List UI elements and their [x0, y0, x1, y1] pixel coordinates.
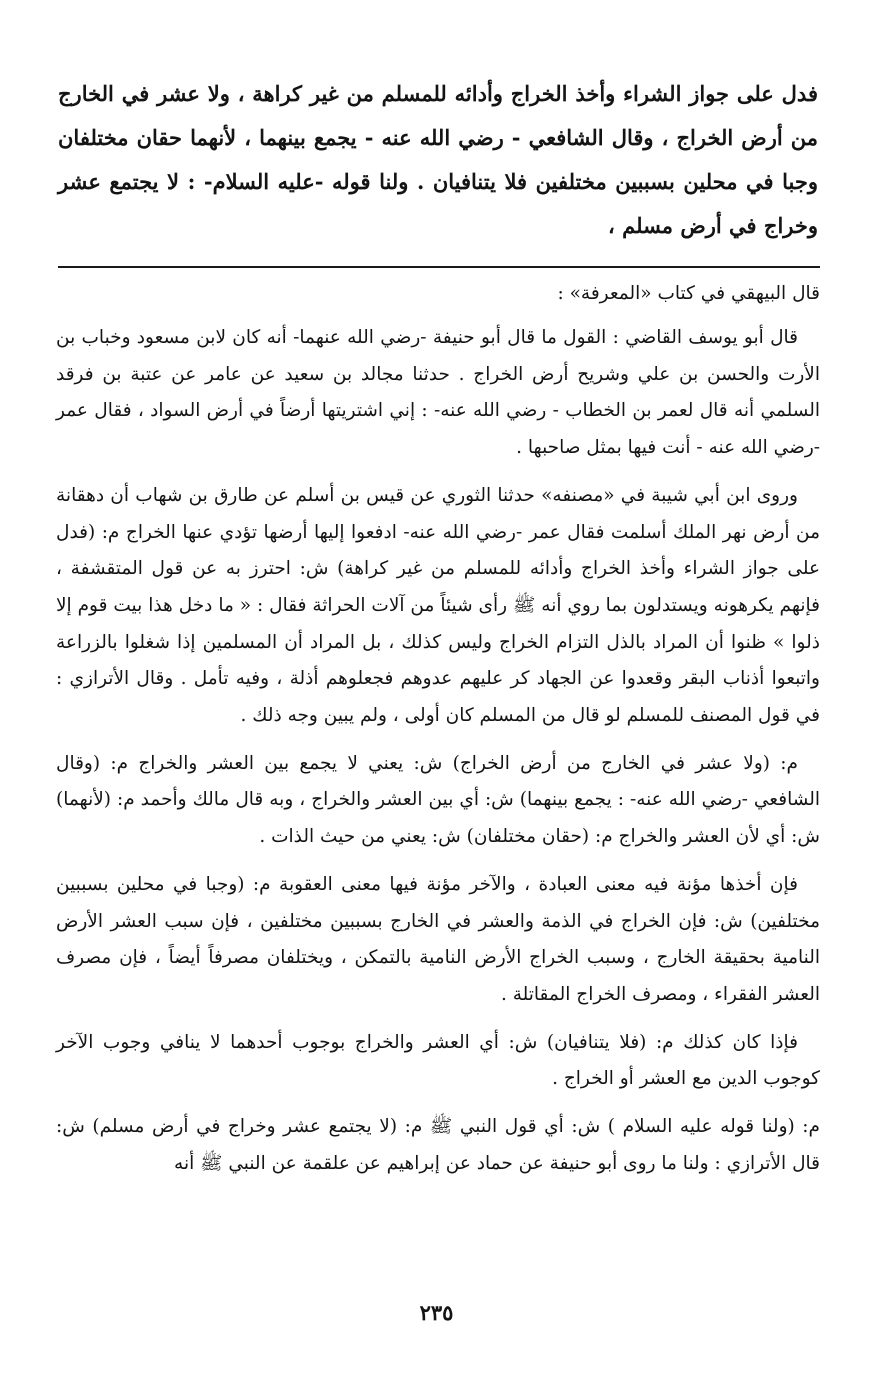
page-number: ٢٣٥ [419, 1300, 454, 1325]
commentary-paragraph-two-causes: فإن أخذها مؤنة فيه معنى العبادة ، والآخر مؤنة فيها معنى العقوبة م: (وجبا في محلين بسببين مختلفين) ش: فإن الخراج في الذمة والعشر في الخارج بسببين مختلفين ، فإن سبب العشر الأرض النامية بحقيقة الخارج ، وسبب الخراج الأرض النامية بالتمكن ، ويختلفان مصرفاً أيضاً ، فإن مصرف العشر الفقراء ، ومصرف الخراج المقاتلة . [56, 873, 820, 1005]
main-text: فدل على جواز الشراء وأخذ الخراج وأدائه للمسلم من غير كراهة ، ولا عشر في الخارج من أرض الخراج ، وقال الشافعي - رضي الله عنه - يجمع بينهما ، لأنهما حقان مختلفان وجبا في محلين بسببين مختلفين فلا يتنافيان . ولنا قوله -عليه السلام- : لا يجتمع عشر وخراج في أرض مسلم ، [58, 81, 818, 238]
commentary-paragraph-hadith: م: (ولنا قوله عليه السلام ) ش: أي قول النبي ﷺ م: (لا يجتمع عشر وخراج في أرض مسلم) ش: قال الأترازي : ولنا ما روى أبو حنيفة عن حماد عن إبراهيم عن علقمة عن النبي ﷺ أنه [56, 1116, 820, 1174]
commentary-paragraph-ibn-abi-shaybah: وروى ابن أبي شيبة في «مصنفه» حدثنا الثوري عن قيس بن أسلم عن طارق بن شهاب أن دهقانة من أرض نهر الملك أسلمت فقال عمر -رضي الله عنه- ادفعوا إليها أرضها تؤدي عنها الخراج م: (فدل على جواز الشراء وأخذ الخراج وأدائه للمسلم من غير كراهة) ش: احترز به عن قول المتقشفة ، فإنهم يكرهونه ويستدلون بما روي أنه ﷺ رأى شيئاً من آلات الحراثة فقال : « ما دخل هذا بيت قوم إلا ذلوا » ظنوا أن المراد بالذل التزام الخراج وليس كذلك ، بل المراد أن المسلمين إذا شغلوا بالزراعة واتبعوا أذناب البقر وقعدوا عن الجهاد كر عليهم عدوهم فجعلوهم أذلة ، وفيه تأمل . وقال الأترازي : في قول المصنف للمسلم لو قال من المسلم كان أولى ، ولم يبين وجه ذلك . [56, 484, 820, 727]
commentary-section [56, 276, 820, 1182]
commentary-paragraph-no-conflict: فإذا كان كذلك م: (فلا يتنافيان) ش: أي العشر والخراج بوجوب أحدهما لا ينافي وجوب الآخر كوجوب الدين مع العشر أو الخراج . [56, 1031, 820, 1090]
commentary-heading: قال البيهقي في كتاب «المعرفة» : [557, 283, 820, 304]
commentary-paragraph-abu-yusuf: قال أبو يوسف القاضي : القول ما قال أبو حنيفة -رضي الله عنهما- أنه كان لابن مسعود وخباب بن الأرت والحسن بن علي وشريح أرض الخراج . حدثنا مجالد بن سعيد عن عامر عن عتبة بن فرقد السلمي أنه قال لعمر بن الخطاب - رضي الله عنه- : إني اشتريتها أرضاً في أرض السواد ، فقال عمر -رضي الله عنه - أنت فيها بمثل صاحبها . [56, 327, 820, 459]
commentary-paragraph-no-tithe: م: (ولا عشر في الخارج من أرض الخراج) ش: يعني لا يجمع بين العشر والخراج م: (وقال الشافعي -رضي الله عنه- : يجمع بينهما) ش: أي بين العشر والخراج ، وبه قال مالك وأحمد م: (لأنهما) ش: أي لأن العشر والخراج م: (حقان مختلفان) ش: يعني من حيث الذات . [56, 752, 820, 848]
separator-line [58, 266, 820, 268]
